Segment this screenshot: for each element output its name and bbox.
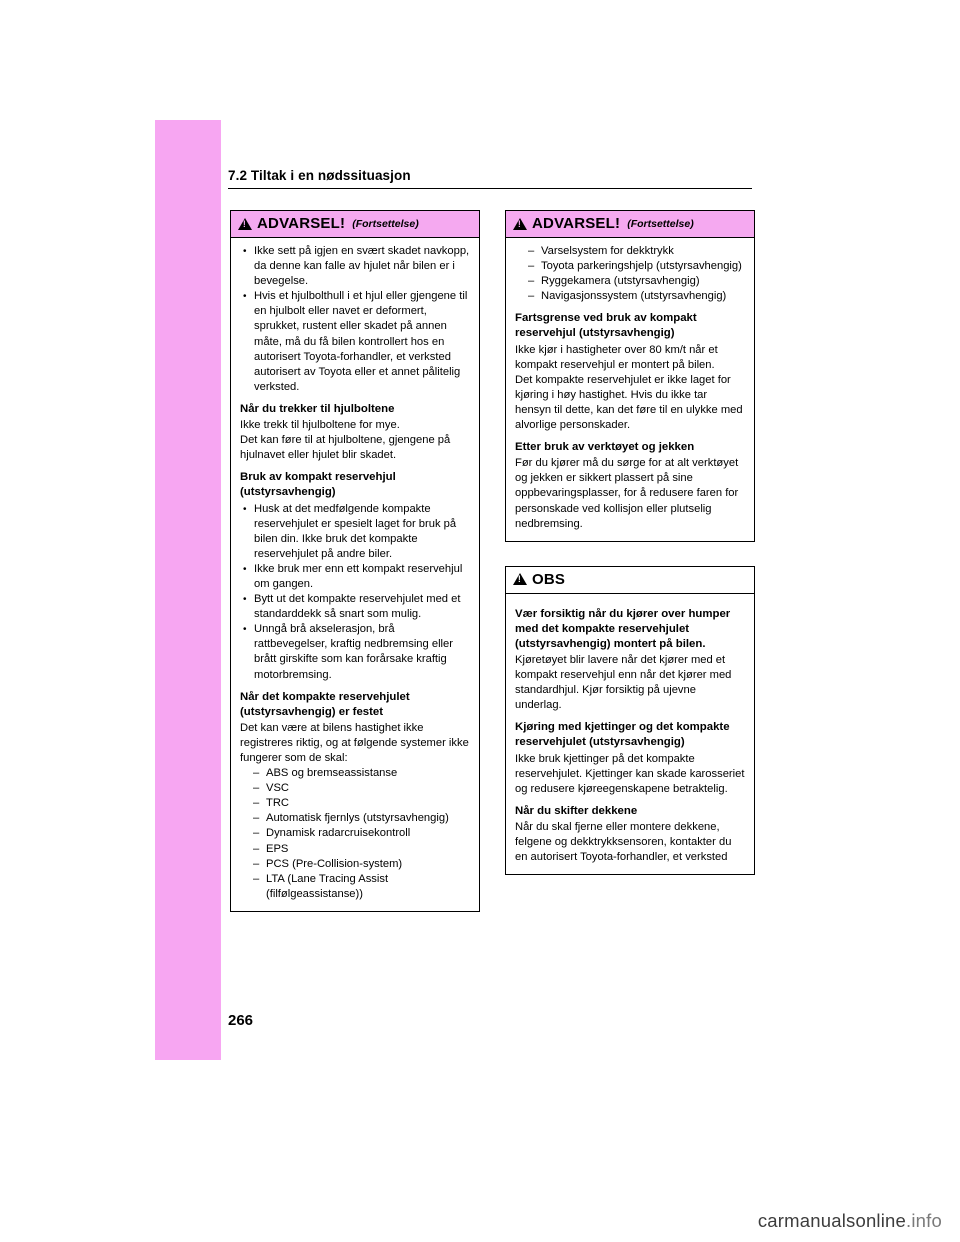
subheading: Bruk av kompakt reservehjul (utstyrsavhengig) [240, 471, 396, 499]
subheading: Vær forsiktig når du kjører over humper med det kompakte reservehjulet (utstyrsavhengig) montert på bilen. [515, 607, 731, 650]
paragraph: Det kompakte reservehjulet er ikke laget for kjøring i høy hastighet. Hvis du ikke tar hensyn til dette, kan det føre til en ulykke med alvorlige personskader. [515, 373, 743, 432]
left-column [230, 210, 480, 936]
notice-box [505, 566, 755, 876]
list-item: • Ikke sett på igjen en svært skadet navkopp, da denne kan falle av hjulet når bilen er i bevegelse. [240, 244, 470, 289]
list-item: • Husk at det medfølgende kompakte reservehjulet er spesielt laget for bruk på bilen din. Ikke bruk det kompakte reservehjulet på andre biler. [240, 502, 470, 562]
warning-box-right-body [506, 238, 754, 541]
paragraph: Ikke trekk til hjulboltene for mye. [240, 419, 400, 432]
list-item: – VSC [240, 781, 470, 796]
notice-title: OBS [532, 570, 566, 588]
list-item: – PCS (Pre-Collision-system) [240, 857, 470, 872]
warning-triangle-icon [513, 218, 527, 230]
warning-title: ADVARSEL! [257, 215, 346, 232]
list-item: – Automatisk fjernlys (utstyrsavhengig) [240, 811, 470, 826]
warning-triangle-icon [238, 218, 252, 230]
warning-subtitle: (Fortsettelse) [352, 217, 419, 230]
subheading: Når det kompakte reservehjulet (utstyrsavhengig) er festet [240, 690, 410, 718]
paragraph: Før du kjører må du sørge for at alt verktøyet og jekken er sikkert plassert på sine oppbevaringsplasser, for å redusere faren for personskade ved kollisjon eller plutselig nedbremsing. [515, 457, 739, 530]
warning-subtitle: (Fortsettelse) [627, 217, 694, 230]
dash-list [515, 244, 745, 304]
warning-box-left-header [231, 211, 479, 238]
chapter-side-tab [155, 120, 221, 1060]
page-title: 7.2 Tiltak i en nødssituasjon [228, 168, 411, 183]
list-item: – Toyota parkeringshjelp (utstyrsavhengig) [515, 259, 745, 274]
subheading: Kjøring med kjettinger og det kompakte reservehjulet (utstyrsavhengig) [515, 721, 730, 749]
warning-box-left-body [231, 238, 479, 911]
bullet-list-1 [240, 244, 470, 395]
bullet-list-2 [240, 502, 470, 683]
right-column [505, 210, 755, 899]
paragraph: Når du skal fjerne eller montere dekkene, felgene og dekktrykksensoren, kontakter du en autorisert Toyota-forhandler, et verksted [515, 820, 732, 864]
notice-box-header [506, 567, 754, 594]
watermark-main: carmanualsonline [757, 1210, 907, 1231]
warning-box-right-header [506, 211, 754, 238]
list-item: – Navigasjonssystem (utstyrsavhengig) [515, 289, 745, 304]
paragraph: Ikke bruk kjettinger på det kompakte reservehjulet. Kjettinger kan skade karosseriet og redusere kjøreegenskapene betraktelig. [515, 752, 745, 795]
list-item: – Ryggekamera (utstyrsavhengig) [515, 274, 745, 289]
page-header [228, 168, 752, 189]
paragraph: Det kan være at bilens hastighet ikke registreres riktig, og at følgende systemer ikke fungerer som de skal: [240, 721, 469, 764]
warning-triangle-icon [513, 573, 527, 585]
list-item: • Unngå brå akselerasjon, brå rattbevegelser, kraftig nedbremsing eller brått girskifte som kan forårsake kraftig motorbremsing. [240, 622, 470, 682]
subheading: Når du skifter dekkene [515, 804, 638, 817]
list-item: – Varselsystem for dekktrykk [515, 244, 745, 259]
dash-list [240, 766, 470, 902]
list-item: – EPS [240, 842, 470, 857]
list-item: – LTA (Lane Tracing Assist (filfølgeassistanse)) [240, 872, 470, 902]
list-item: • Hvis et hjulbolthull i et hjul eller gjengene til en hjulbolt eller navet er deformert, sprukket, rustent eller skadet på annen måte, må du få bilen kontrollert hos en autorisert Toyota-forhandler, et verksted autorisert av Toyota eller et annet pålitelig verksted. [240, 289, 470, 395]
page-number: 266 [228, 1012, 254, 1029]
list-item: • Bytt ut det kompakte reservehjulet med et standarddekk så snart som mulig. [240, 592, 470, 622]
warning-box-left [230, 210, 480, 912]
warning-title: ADVARSEL! [532, 215, 621, 232]
header-divider [228, 188, 752, 189]
watermark [758, 1210, 942, 1232]
list-item: • Ikke bruk mer enn ett kompakt reservehjul om gangen. [240, 562, 470, 592]
subheading: Når du trekker til hjulboltene [240, 402, 395, 415]
list-item: – TRC [240, 796, 470, 811]
list-item: – ABS og bremseassistanse [240, 766, 470, 781]
paragraph: Det kan føre til at hjulboltene, gjengene på hjulnavet eller hjulet blir skadet. [240, 434, 451, 462]
notice-box-body [506, 594, 754, 875]
subheading: Etter bruk av verktøyet og jekken [515, 441, 695, 454]
warning-box-right [505, 210, 755, 542]
paragraph: Kjøretøyet blir lavere når det kjører med et kompakt reservehjul enn når det kjører med standardhjul. Kjør forsiktig på ujevne underlag. [515, 653, 732, 712]
watermark-suffix: .info [906, 1210, 942, 1231]
paragraph: Ikke kjør i hastigheter over 80 km/t når et kompakt reservehjul er montert på bilen. [515, 343, 718, 371]
list-item: – Dynamisk radarcruisekontroll [240, 826, 470, 841]
subheading: Fartsgrense ved bruk av kompakt reservehjul (utstyrsavhengig) [515, 312, 697, 340]
